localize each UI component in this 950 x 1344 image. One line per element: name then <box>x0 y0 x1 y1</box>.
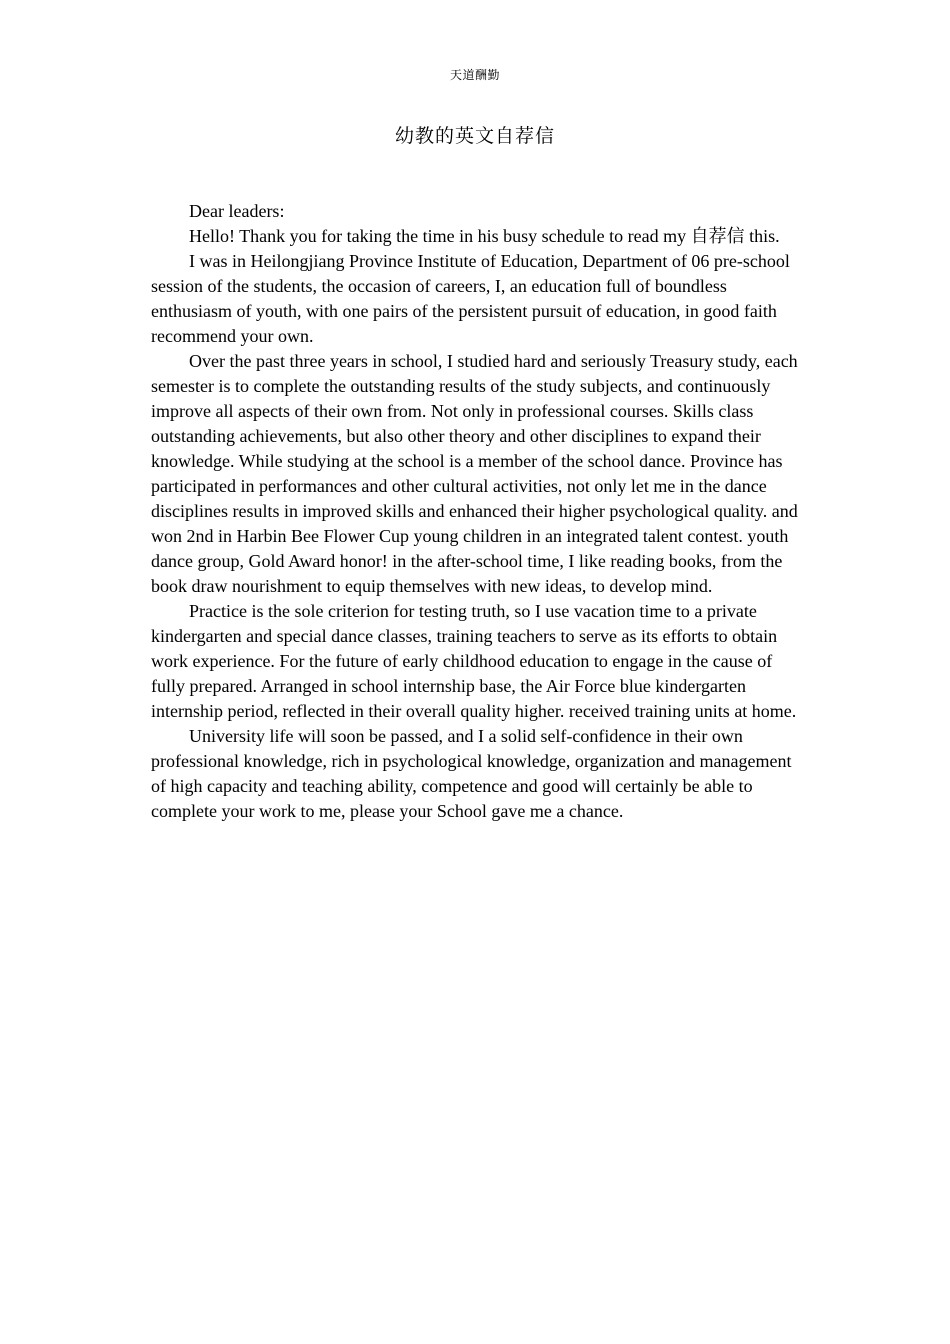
body-paragraph: I was in Heilongjiang Province Institute of Education, Department of 06 pre-school session of the students, the occasion of careers, I, an education full of boundless enthusiasm of youth, with one pairs of the persistent pursuit of education, in good faith recommend your own. <box>151 251 790 346</box>
body-paragraph: Over the past three years in school, I studied hard and seriously Treasury study, each semester is to complete the outstanding results of the study subjects, and continuously improve all aspects of their own from. Not only in professional courses. Skills class outstanding achievements, but also other theory and other disciplines to expand their knowledge. While studying at the school is a member of the school dance. Province has participated in performances and other cultural activities, not only let me in the dance disciplines results in improved skills and enhanced their higher psychological quality. and won 2nd in Harbin Bee Flower Cup young children in an integrated talent contest. youth dance group, Gold Award honor! in the after-school time, I like reading books, from the book draw nourishment to equip themselves with new ideas, to develop mind. <box>151 351 798 596</box>
body-paragraph: Hello! Thank you for taking the time in his busy schedule to read my 自荐信 this. <box>189 226 780 246</box>
document-title: 幼教的英文自荐信 <box>394 126 555 147</box>
salutation: Dear leaders: <box>189 201 285 221</box>
body-paragraph: Practice is the sole criterion for testing truth, so I use vacation time to a private kindergarten and special dance classes, training teachers to serve as its efforts to obtain work experience. For the future of early childhood education to engage in the cause of fully prepared. Arranged in school internship base, the Air Force blue kindergarten internship period, reflected in their overall quality higher. received training units at home. <box>151 601 797 721</box>
header-note: 天道酬勤 <box>449 68 500 82</box>
letter-body <box>151 199 801 824</box>
body-paragraph: University life will soon be passed, and I a solid self-confidence in their own professional knowledge, rich in psychological knowledge, organization and management of high capacity and teaching ability, competence and good will certainly be able to complete your work to me, please your School gave me a chance. <box>151 726 792 821</box>
